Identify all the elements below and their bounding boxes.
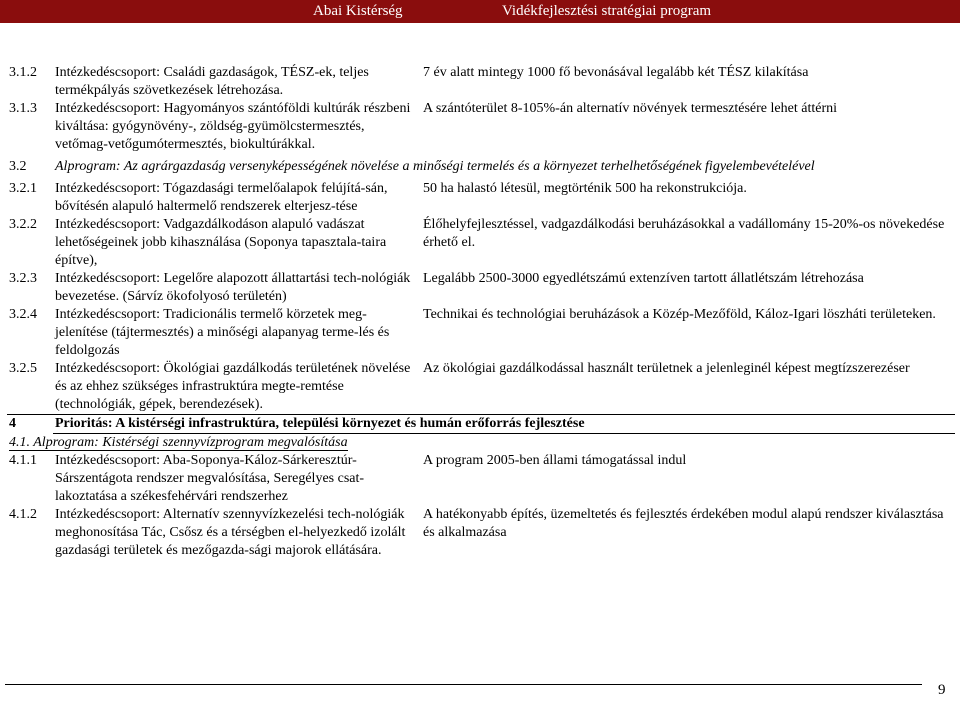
measure-number: 3.2.5 xyxy=(9,361,37,376)
measure-target: A hatékonyabb építés, üzemeltetés és fejlesztés érdekében modul alapú rendszer kiválasztása és alkalmazása xyxy=(423,507,944,540)
measure-description: Intézkedéscsoport: Legelőre alapozott állattartási tech-nológiák bevezetése. (Sárvíz ökofolyosó területén) xyxy=(55,271,411,304)
measure-description: Intézkedéscsoport: Aba-Soponya-Káloz-Sárkeresztúr-Sárszentágota rendszer megvalósítása, Seregélyes csat-lakoztatása a székesfehérvári rendszerhez xyxy=(55,453,365,504)
measure-number: 4.1.2 xyxy=(9,507,37,522)
header-document-title: Vidékfejlesztési stratégiai program xyxy=(502,3,712,19)
measure-number: 3.2.3 xyxy=(9,271,37,286)
measure-number: 3.1.2 xyxy=(9,65,37,80)
subprogram-heading-row xyxy=(7,434,955,453)
footer-divider xyxy=(5,684,922,685)
measure-description: Intézkedéscsoport: Vadgazdálkodáson alapuló vadászat lehetőségeinek jobb kihasználása (Soponya tapasztala-taira építve), xyxy=(55,217,387,268)
table-row xyxy=(7,100,955,154)
table-row xyxy=(7,452,955,506)
measure-target: Élőhelyfejlesztéssel, vadgazdálkodási beruházásokkal a vadállomány 15-20%-os növekedése érhető el. xyxy=(423,217,945,250)
measure-target: Legalább 2500-3000 egyedlétszámú extenzíven tartott állatlétszám létrehozása xyxy=(423,271,864,286)
page-header xyxy=(0,0,960,23)
measure-description: Intézkedéscsoport: Tógazdasági termelőalapok felújítá-sán, bővítésén alapuló haltermelő rendszerek elterjesz-tése xyxy=(55,181,388,214)
measure-number: 3.2.4 xyxy=(9,307,37,322)
measure-target: Az ökológiai gazdálkodással használt területnek a jelenleginél képest megtízszerezéser xyxy=(423,361,910,376)
table-row xyxy=(7,360,955,415)
measure-number: 4.1.1 xyxy=(9,453,37,468)
page-number: 9 xyxy=(938,682,946,698)
measure-description: Intézkedéscsoport: Hagyományos szántóföldi kultúrák részbeni kiváltása: gyógynövény-, zöldség-gyümölcstermesztés, vetőmag-vetőgumótermesztés, biokultúrákkal. xyxy=(55,101,411,152)
table-row xyxy=(7,64,955,100)
priority-heading-row xyxy=(7,415,955,434)
subprogram-title: 4.1. Alprogram: Kistérségi szennyvízprogram megvalósítása xyxy=(9,435,348,450)
measure-number: 3.2.1 xyxy=(9,181,37,196)
priority-title: Prioritás: A kistérségi infrastruktúra, települési környezet és humán erőforrás fejlesztése xyxy=(53,415,955,434)
subprogram-title: Alprogram: Az agrárgazdaság versenyképességének növelése a minőségi termelés és a környezet terhelhetőségének figyelembevételével xyxy=(55,159,815,174)
measure-target: Technikai és technológiai beruházások a Közép-Mezőföld, Káloz-Igari löszháti területeken. xyxy=(423,307,936,322)
table-row xyxy=(7,306,955,360)
measure-description: Intézkedéscsoport: Családi gazdaságok, TÉSZ-ek, teljes termékpályás szövetkezések létrehozása. xyxy=(55,65,369,98)
measure-target: A szántóterület 8-105%-án alternatív növények termesztésére lehet áttérni xyxy=(423,101,837,116)
table-row xyxy=(7,506,955,560)
table-row xyxy=(7,176,955,216)
table-row xyxy=(7,216,955,270)
measure-target: A program 2005-ben állami támogatással indul xyxy=(423,453,687,468)
measure-number: 3.1.3 xyxy=(9,101,37,116)
measure-number: 3.2.2 xyxy=(9,217,37,232)
table-row xyxy=(7,270,955,306)
measures-table xyxy=(7,64,955,560)
subprogram-heading-row xyxy=(7,154,955,176)
measure-target: 50 ha halastó létesül, megtörténik 500 ha rekonstrukciója. xyxy=(423,181,747,196)
measure-description: Intézkedéscsoport: Alternatív szennyvízkezelési tech-nológiák meghonosítása Tác, Csősz és a térségben el-helyezkedő izolált gazdasági területek és mezőgazda-sági majorok ellátására. xyxy=(55,507,406,558)
subprogram-number: 3.2 xyxy=(9,159,27,174)
measure-description: Intézkedéscsoport: Ökológiai gazdálkodás területének növelése és az ehhez szükséges infrastruktúra megte-remtése (technológiák, gépek, berendezések). xyxy=(55,361,411,412)
header-region-name: Abai Kistérség xyxy=(313,3,403,19)
measure-target: 7 év alatt mintegy 1000 fő bevonásával legalább két TÉSZ kilakítása xyxy=(423,65,809,80)
priority-number: 4 xyxy=(7,415,53,434)
measure-description: Intézkedéscsoport: Tradicionális termelő körzetek meg-jelenítése (tájtermesztés) a minőségi alapanyag terme-lés és feldolgozás xyxy=(55,307,390,358)
